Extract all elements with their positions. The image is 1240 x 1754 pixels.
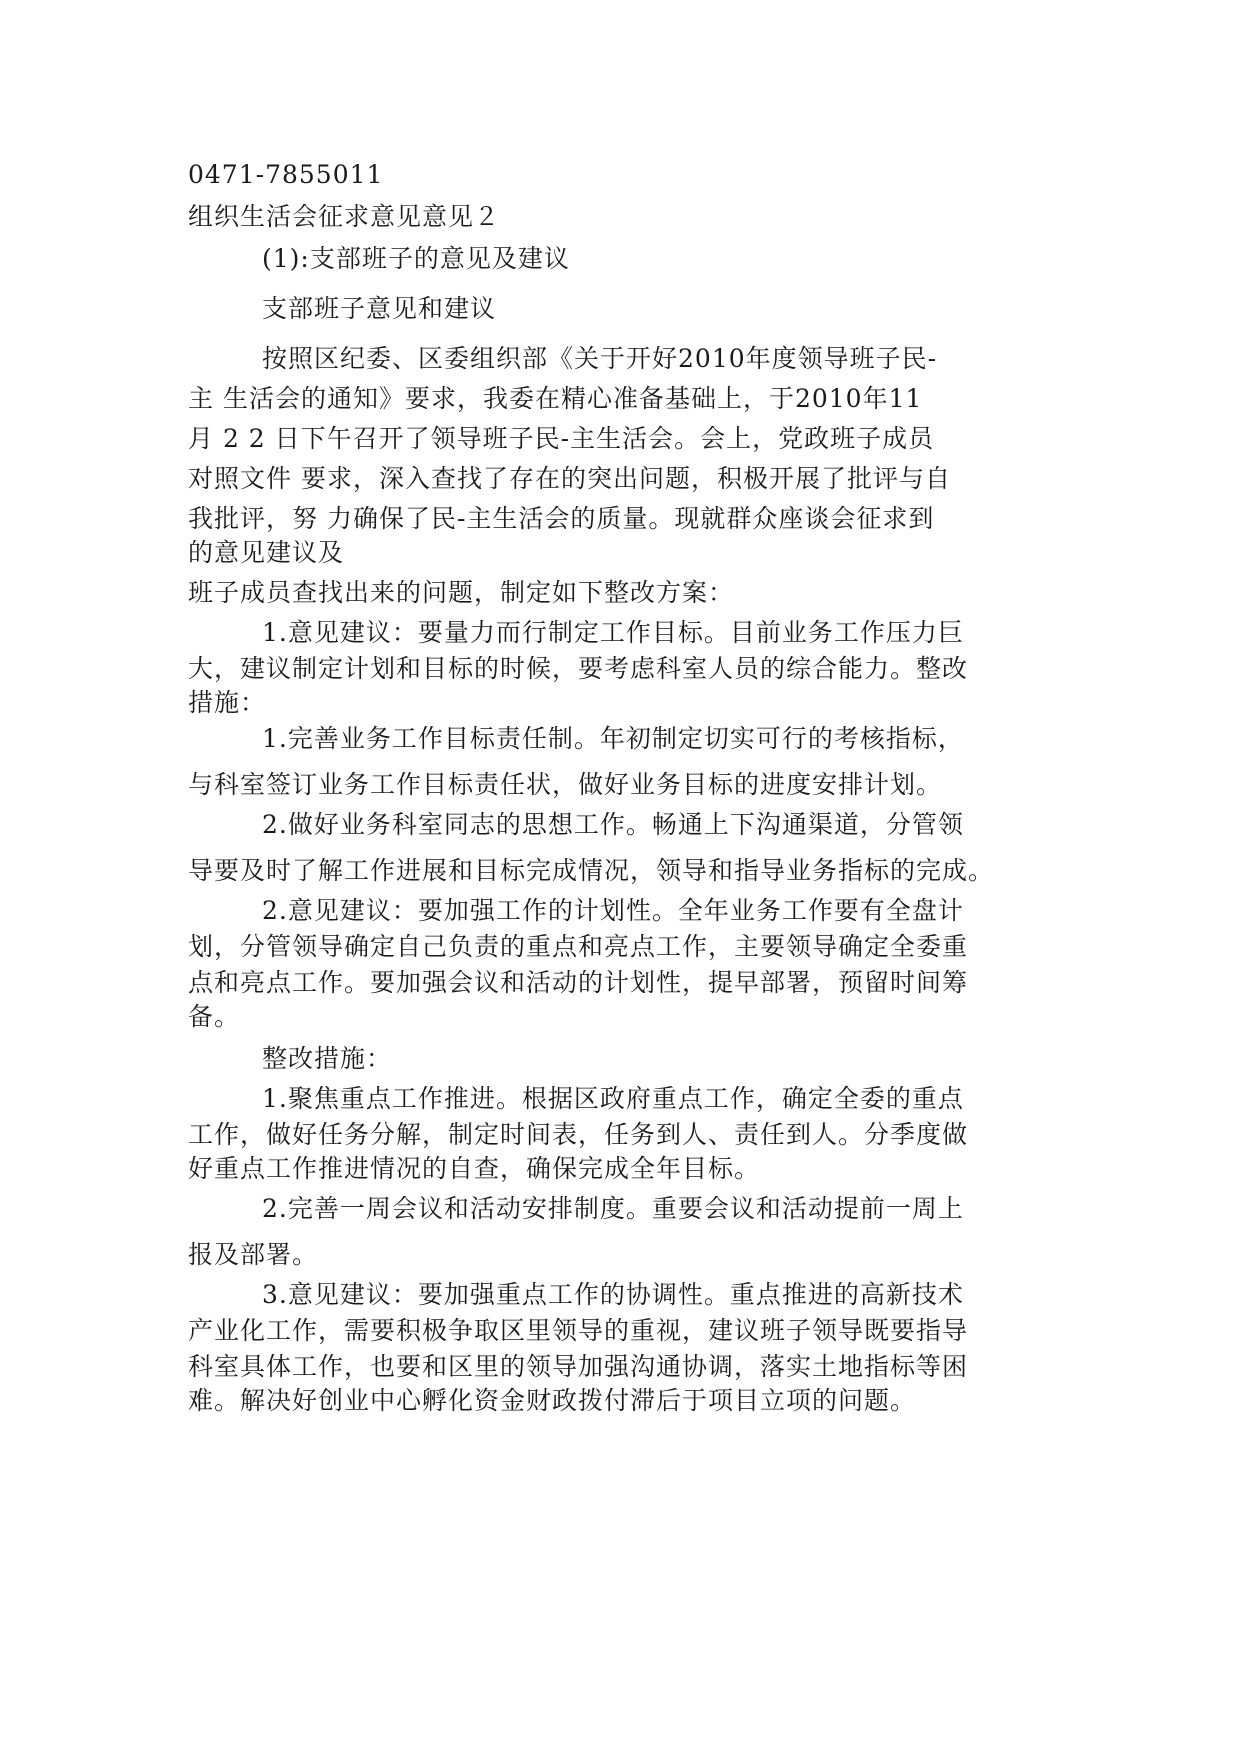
paragraph-line: 1.聚焦重点工作推进。根据区政府重点工作，确定全委的重点: [262, 1084, 964, 1113]
phone-number: 0471-7855011: [188, 160, 384, 189]
paragraph-line: 2.意见建议：要加强工作的计划性。全年业务工作要有全盘计: [262, 896, 964, 925]
document-body: [188, 158, 1068, 1418]
intro-paragraph: [188, 342, 1068, 610]
paragraph-line: 科室具体工作，也要和区里的领导加强沟通协调，落实土地指标等困: [188, 1352, 969, 1381]
paragraph-line: 1.意见建议：要量力而行制定工作目标。目前业务工作压力巨: [262, 618, 964, 647]
paragraph-line: 的意见建议及: [188, 538, 345, 567]
paragraph-line: 2.做好业务科室同志的思想工作。畅通上下沟通渠道，分管领: [262, 810, 964, 839]
paragraph-line: 工作，做好任务分解，制定时间表，任务到人、责任到人。分季度做: [188, 1120, 969, 1149]
suggestion-3: [188, 1278, 1068, 1418]
suggestion-2-measure-2: [188, 1192, 1068, 1272]
suggestion-2: [188, 894, 1068, 1034]
subtitle-1: (1):支部班子的意见及建议: [262, 244, 570, 273]
paragraph-line: 1.完善业务工作目标责任制。年初制定切实可行的考核指标，: [262, 724, 964, 753]
subtitle-2: 支部班子意见和建议: [262, 294, 497, 323]
paragraph-line: 主 生活会的通知》要求，我委在精心准备基础上，于2010年11: [188, 384, 923, 413]
paragraph-line: 班子成员查找出来的问题，制定如下整改方案：: [188, 578, 735, 607]
paragraph-line: 2.完善一周会议和活动安排制度。重要会议和活动提前一周上: [262, 1194, 964, 1223]
suggestion-1: [188, 616, 1068, 720]
paragraph-line: 与科室签订业务工作目标责任状，做好业务目标的进度安排计划。: [188, 770, 943, 799]
paragraph-line: 好重点工作推进情况的自查，确保完成全年目标。: [188, 1154, 761, 1183]
paragraph-line: 大，建议制定计划和目标的时候，要考虑科室人员的综合能力。整改: [188, 654, 969, 683]
suggestion-1-measure-2: [188, 808, 1068, 888]
paragraph-line: 月 2 2 日下午召开了领导班子民-主生活会。会上，党政班子成员: [188, 424, 935, 453]
paragraph-line: 难。解决好创业中心孵化资金财政拨付滞后于项目立项的问题。: [188, 1386, 917, 1415]
paragraph-line: 产业化工作，需要积极争取区里领导的重视，建议班子领导既要指导: [188, 1316, 969, 1345]
paragraph-line: 我批评，努 力确保了民-主生活会的质量。现就群众座谈会征求到: [188, 504, 935, 533]
document-title: 组织生活会征求意见意见２: [188, 202, 501, 231]
paragraph-line: 按照区纪委、区委组织部《关于开好2010年度领导班子民-: [262, 344, 938, 373]
paragraph-line: 点和亮点工作。要加强会议和活动的计划性，提早部署，预留时间筹: [188, 968, 969, 997]
paragraph-line: 3.意见建议：要加强重点工作的协调性。重点推进的高新技术: [262, 1280, 964, 1309]
paragraph-line: 划，分管领导确定自己负责的重点和亮点工作，主要领导确定全委重: [188, 932, 969, 961]
paragraph-line: 报及部署。: [188, 1240, 319, 1269]
suggestion-1-measure-1: [188, 722, 1068, 802]
paragraph-line: 对照文件 要求，深入查找了存在的突出问题，积极开展了批评与自: [188, 464, 951, 493]
suggestion-2-measure-1: [188, 1082, 1068, 1186]
paragraph-line: 导要及时了解工作进展和目标完成情况，领导和指导业务指标的完成。: [188, 856, 995, 885]
paragraph-line: 措施：: [188, 688, 267, 717]
measures-heading: 整改措施：: [262, 1044, 393, 1073]
paragraph-line: 备。: [188, 1002, 241, 1031]
